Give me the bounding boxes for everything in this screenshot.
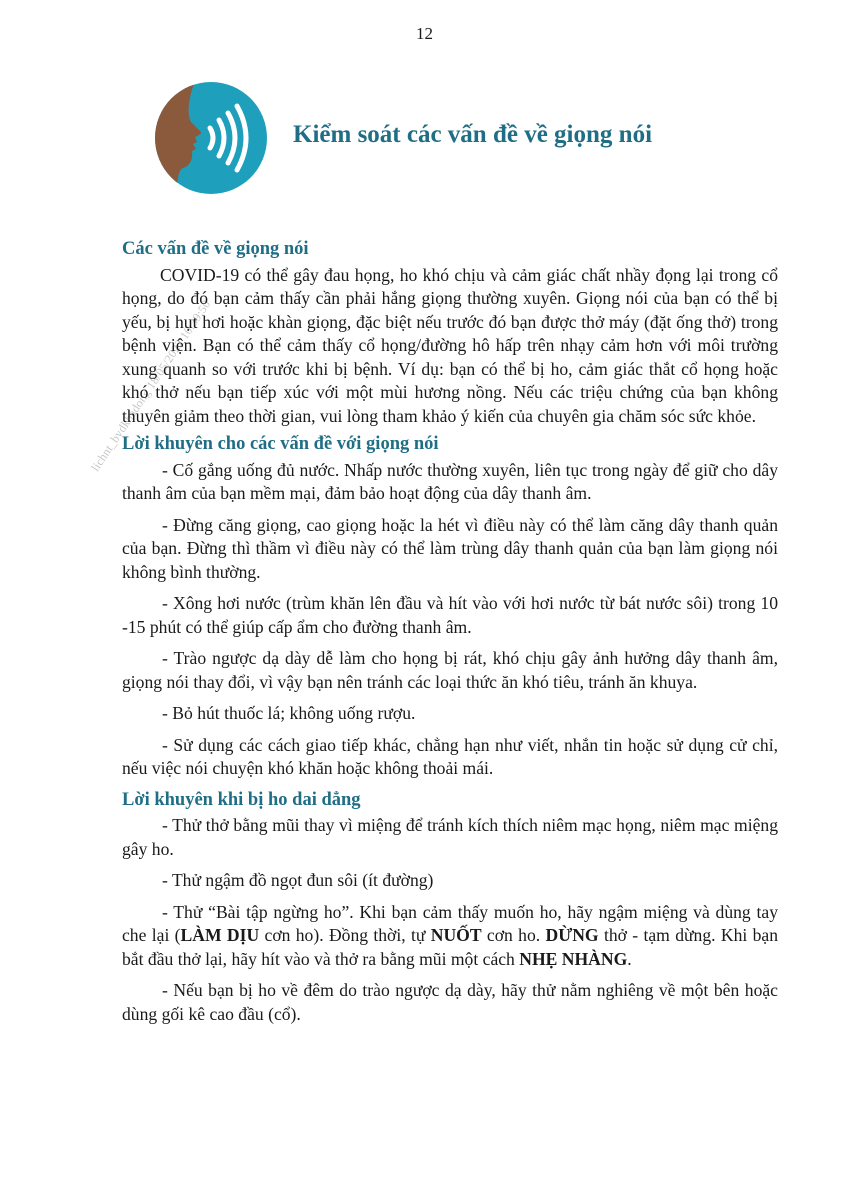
section-heading-cough-tips: Lời khuyên khi bị ho dai dẳng: [122, 789, 361, 810]
voice-tip-2: - Đừng căng giọng, cao giọng hoặc la hét vì điều này có thể làm căng dây thanh quản của bạn. Đừng thì thầm vì điều này có thể làm trùng dây thanh quản của bạn làm giọng nói không bình thường.: [122, 514, 778, 582]
page-content: [122, 238, 778, 1034]
cough-tip-3: [122, 901, 778, 972]
page-number: 12: [416, 24, 433, 43]
cough-tip-1: - Thử thở bằng mũi thay vì miệng để tránh kích thích niêm mạc họng, niêm mạc miệng gây ho.: [122, 815, 778, 859]
cough-tip-3-bold-4: NHẸ NHÀNG: [519, 948, 628, 969]
voice-tip-5: - Bỏ hút thuốc lá; không uống rượu.: [162, 703, 416, 723]
cough-tip-3-text-2: cơn ho). Đồng thời, tự: [259, 925, 431, 945]
speaking-head-icon: [155, 82, 267, 194]
cough-tip-3-text-4: thở - tạm dừng. Khi bạn bắt đầu thở lại, hãy hít vào và thở ra bằng mũi một cách: [122, 925, 778, 969]
voice-tip-3: - Xông hơi nước (trùm khăn lên đầu và hít vào với hơi nước từ bát nước sôi) trong 10 -15 phút có thể giúp cấp ẩm cho đường thanh âm.: [122, 593, 778, 637]
cough-tip-3-bold-1: LÀM DỊU: [180, 925, 260, 945]
cough-tip-3-bold-3: DỪNG: [545, 925, 599, 945]
cough-tip-2: - Thử ngậm đồ ngọt đun sôi (ít đường): [162, 870, 434, 890]
cough-tip-4: - Nếu bạn bị ho về đêm do trào ngược dạ dày, hãy thử nằm nghiêng về một bên hoặc dùng gối kê cao đầu (cổ).: [122, 980, 778, 1024]
cough-tip-3-bold-2: NUỐT: [430, 925, 482, 945]
cough-tip-3-text-5: .: [627, 948, 632, 969]
section-heading-voice-problems: Các vấn đề về giọng nói: [122, 239, 309, 259]
cough-tip-3-text-3: cơn ho.: [481, 925, 546, 945]
chapter-title: Kiểm soát các vấn đề về giọng nói: [293, 121, 653, 148]
cough-tip-3-text-1: - Thử “Bài tập ngừng ho”. Khi bạn cảm thấy muốn ho, hãy ngậm miệng và dùng tay che lại (: [122, 901, 778, 945]
watermark: lichnt_bvdkhadong 18/05/2022 10:39:50: [88, 297, 214, 474]
voice-tip-1: - Cố gắng uống đủ nước. Nhấp nước thường xuyên, liên tục trong ngày để giữ cho dây thanh âm của bạn mềm mại, đảm bảo hoạt động của dây thanh âm.: [122, 459, 778, 503]
voice-tip-4: - Trào ngược dạ dày dễ làm cho họng bị rát, khó chịu gây ảnh hưởng dây thanh âm, giọng nói thay đổi, vì vậy bạn nên tránh các loại thức ăn khó tiêu, tránh ăn khuya.: [122, 648, 778, 692]
voice-tip-6: - Sử dụng các cách giao tiếp khác, chẳng hạn như viết, nhắn tin hoặc sử dụng cử chỉ, nếu việc nói chuyện khó khăn hoặc không thoải mái.: [122, 734, 778, 778]
section-heading-voice-tips: Lời khuyên cho các vấn đề với giọng nói: [122, 434, 439, 454]
intro-paragraph: COVID-19 có thể gây đau họng, ho khó chịu và cảm giác chất nhầy đọng lại trong cổ họng, do đó bạn cảm thấy cần phải hắng giọng thường xuyên. Giọng nói của bạn có thể bị yếu, bị hụt hơi hoặc khàn giọng, đặc biệt nếu trước đó bạn được thở máy (đặt ống thở) trong bệnh viện. Bạn có thể cảm thấy cổ họng/đường hô hấp trên nhạy cảm hơn với môi trường xung quanh so với trước khi bị bệnh. Ví dụ: bạn có thể bị ho, cảm giác thắt cổ họng hoặc khó thở nếu bạn tiếp xúc với một mùi hương nồng. Nếu các triệu chứng của bạn không thuyên giảm theo thời gian, vui lòng tham khảo ý kiến của chuyên gia chăm sóc sức khỏe.: [122, 264, 778, 426]
